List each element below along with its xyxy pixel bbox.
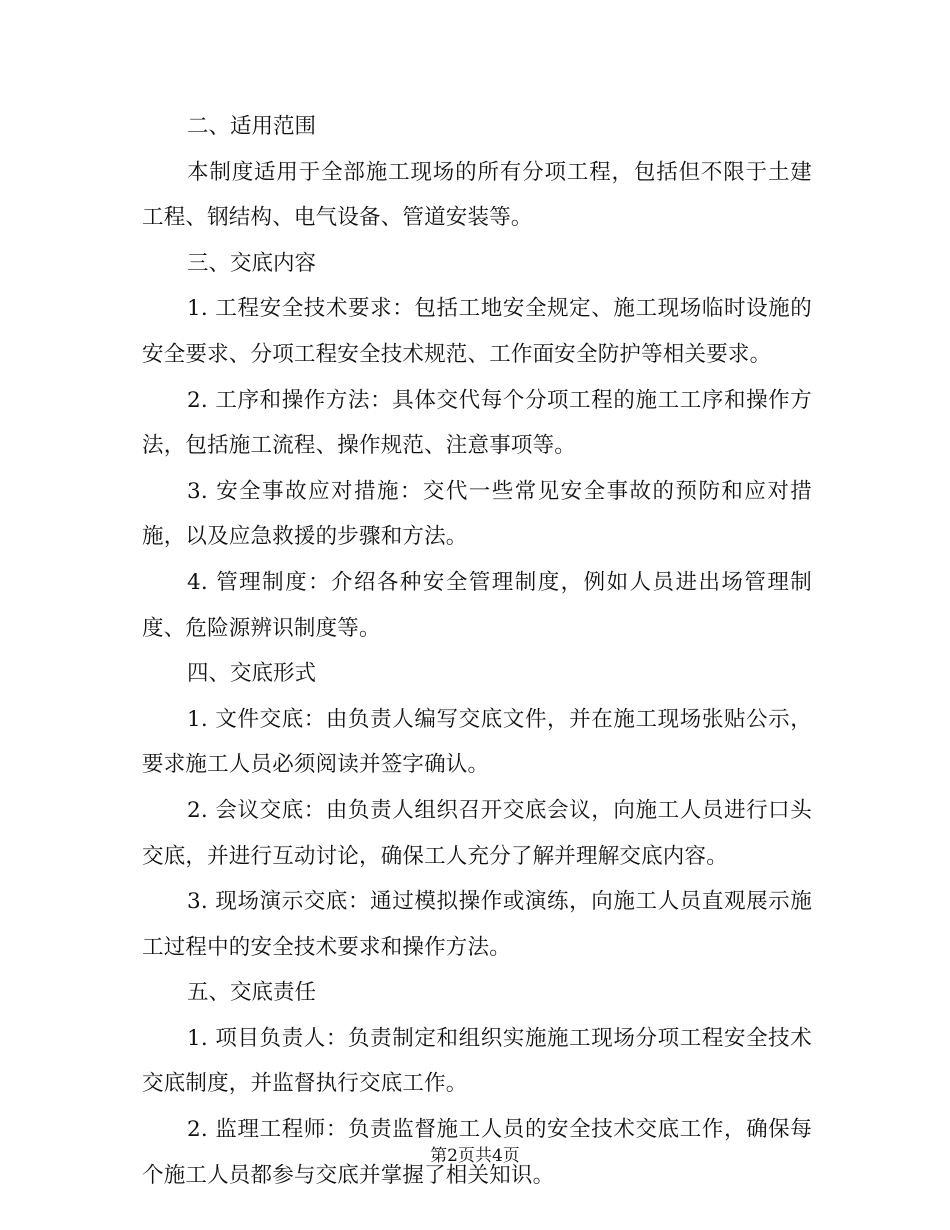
content-item-4: 4. 管理制度：介绍各种安全管理制度，例如人员进出场管理制度、危险源辨识制度等。 [142, 569, 812, 641]
content-item-2: 2. 工序和操作方法：具体交代每个分项工程的施工工序和操作方法，包括施工流程、操作规范、注意事项等。 [142, 387, 812, 459]
section-heading-scope: 二、适用范围 [187, 114, 317, 139]
responsibility-item-1: 1. 项目负责人：负责制定和组织实施施工现场分项工程安全技术交底制度，并监督执行交底工作。 [142, 1025, 812, 1097]
section-heading-content: 三、交底内容 [187, 250, 317, 276]
content-item-3: 3. 安全事故应对措施：交代一些常见安全事故的预防和应对措施，以及应急救援的步骤和方法。 [142, 478, 812, 550]
document-body [142, 104, 812, 1198]
form-item-1: 1. 文件交底：由负责人编写交底文件，并在施工现场张贴公示，要求施工人员必须阅读并签字确认。 [142, 706, 812, 778]
paragraph-scope: 本制度适用于全部施工现场的所有分项工程，包括但不限于土建工程、钢结构、电气设备、管道安装等。 [142, 159, 812, 231]
section-heading-responsibility: 五、交底责任 [187, 980, 317, 1006]
form-item-2: 2. 会议交底：由负责人组织召开交底会议，向施工人员进行口头交底，并进行互动讨论，确保工人充分了解并理解交底内容。 [142, 797, 812, 869]
section-heading-form: 四、交底形式 [187, 661, 317, 687]
responsibility-item-2: 2. 监理工程师：负责监督施工人员的安全技术交底工作，确保每个施工人员都参与交底并掌握了相关知识。 [142, 1117, 812, 1188]
form-item-3: 3. 现场演示交底：通过模拟操作或演练，向施工人员直观展示施工过程中的安全技术要求和操作方法。 [142, 889, 812, 960]
content-item-1: 1. 工程安全技术要求：包括工地安全规定、施工现场临时设施的安全要求、分项工程安全技术规范、工作面安全防护等相关要求。 [142, 296, 812, 367]
page-number-footer: 第2页共4页 [430, 1146, 520, 1166]
